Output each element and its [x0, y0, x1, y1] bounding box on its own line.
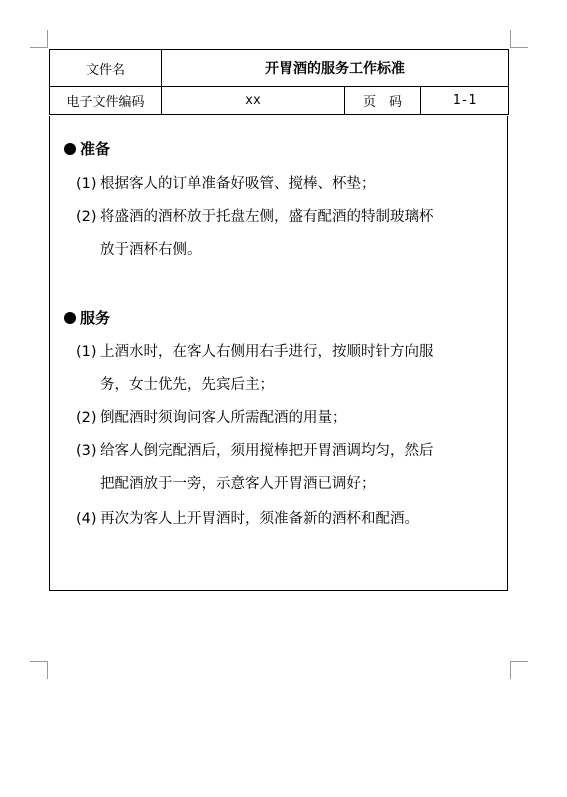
crop-mark-bottom-left-h: [30, 661, 48, 662]
item-text: 根据客人的订单准备好吸管、搅棒、杯垫；: [100, 176, 376, 192]
crop-mark-bottom-right: [510, 661, 511, 679]
item-number: (1): [76, 344, 97, 360]
item-text: 将盛酒的酒杯放于托盘左侧，盛有配酒的特制玻璃杯: [100, 209, 434, 225]
page-label: 页 码: [345, 87, 421, 115]
list-item: [76, 503, 496, 536]
page-value: 1-1: [421, 87, 509, 115]
item-number: (2): [76, 410, 97, 426]
crop-mark-top-left: [47, 30, 48, 48]
item-text-continued: 把配酒放于一旁，示意客人开胃酒已调好；: [100, 476, 376, 492]
section-heading-service: [64, 307, 110, 328]
crop-mark-bottom-right-h: [510, 661, 528, 662]
list-item: [76, 402, 496, 435]
item-number: (4): [76, 511, 97, 527]
doc-title: 开胃酒的服务工作标准: [162, 50, 509, 87]
item-text: 再次为客人上开胃酒时，须准备新的酒杯和配酒。: [100, 511, 419, 527]
section-heading-text: 服务: [80, 309, 111, 327]
list-item: [76, 201, 496, 234]
crop-mark-bottom-left: [47, 661, 48, 679]
item-text: 上酒水时，在客人右侧用右手进行，按顺时针方向服: [100, 344, 434, 360]
crop-mark-top-left-h: [30, 47, 48, 48]
code-label: 电子文件编码: [50, 87, 162, 115]
bullet-dot-icon: [64, 143, 76, 155]
item-text: 倒配酒时须询问客人所需配酒的用量；: [100, 410, 347, 426]
item-text: 给客人倒完配酒后，须用搅棒把开胃酒调均匀，然后: [100, 443, 434, 459]
item-text-continued: 务，女士优先，先宾后主；: [100, 377, 274, 393]
header-table: [49, 49, 509, 115]
list-item: [76, 435, 496, 468]
doc-name-label: 文件名: [50, 50, 162, 87]
crop-mark-top-right-h: [510, 47, 528, 48]
item-number: (1): [76, 176, 97, 192]
item-number: (3): [76, 443, 97, 459]
code-value: xx: [162, 87, 345, 115]
crop-mark-top-right: [510, 30, 511, 48]
bullet-dot-icon: [64, 312, 76, 324]
section-heading-prepare: [64, 138, 110, 159]
content-box: [49, 116, 508, 591]
item-text-continued: 放于酒杯右侧。: [100, 242, 202, 258]
list-item: [76, 336, 496, 369]
item-number: (2): [76, 209, 97, 225]
section-heading-text: 准备: [80, 140, 111, 158]
list-item: [76, 168, 496, 201]
